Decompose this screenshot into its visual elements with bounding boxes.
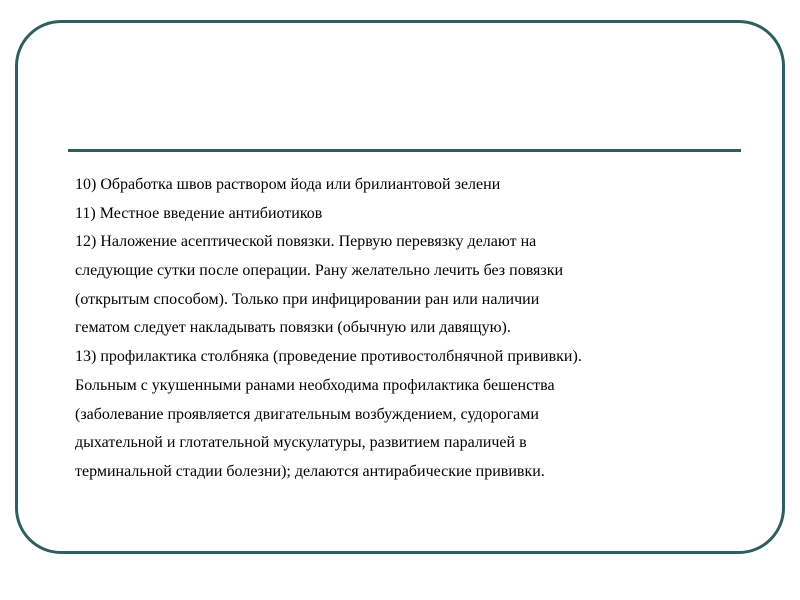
text-line: дыхательной и глотательной мускулатуры, развитием параличей в xyxy=(75,434,527,452)
text-line: гематом следует накладывать повязки (обычную или давящую). xyxy=(75,319,511,337)
text-line: (заболевание проявляется двигательным возбуждением, судорогами xyxy=(75,405,539,423)
text-line: 11) Местное введение антибиотиков xyxy=(75,204,323,222)
title-divider xyxy=(68,149,741,152)
text-line: Больным с укушенными ранами необходима профилактика бешенства xyxy=(75,376,555,394)
body-text xyxy=(75,171,755,487)
text-line: следующие сутки после операции. Рану желательно лечить без повязки xyxy=(75,262,564,280)
text-line: терминальной стадии болезни); делаются антирабические прививки. xyxy=(75,462,545,480)
text-line: 12) Наложение асептической повязки. Первую перевязку делают на xyxy=(75,233,537,251)
text-line: 13) профилактика столбняка (проведение противостолбнячной прививки). xyxy=(75,348,582,366)
text-line: (открытым способом). Только при инфицировании ран или наличии xyxy=(75,290,540,308)
text-line: 10) Обработка швов раствором йода или брилиантовой зелени xyxy=(75,176,501,193)
